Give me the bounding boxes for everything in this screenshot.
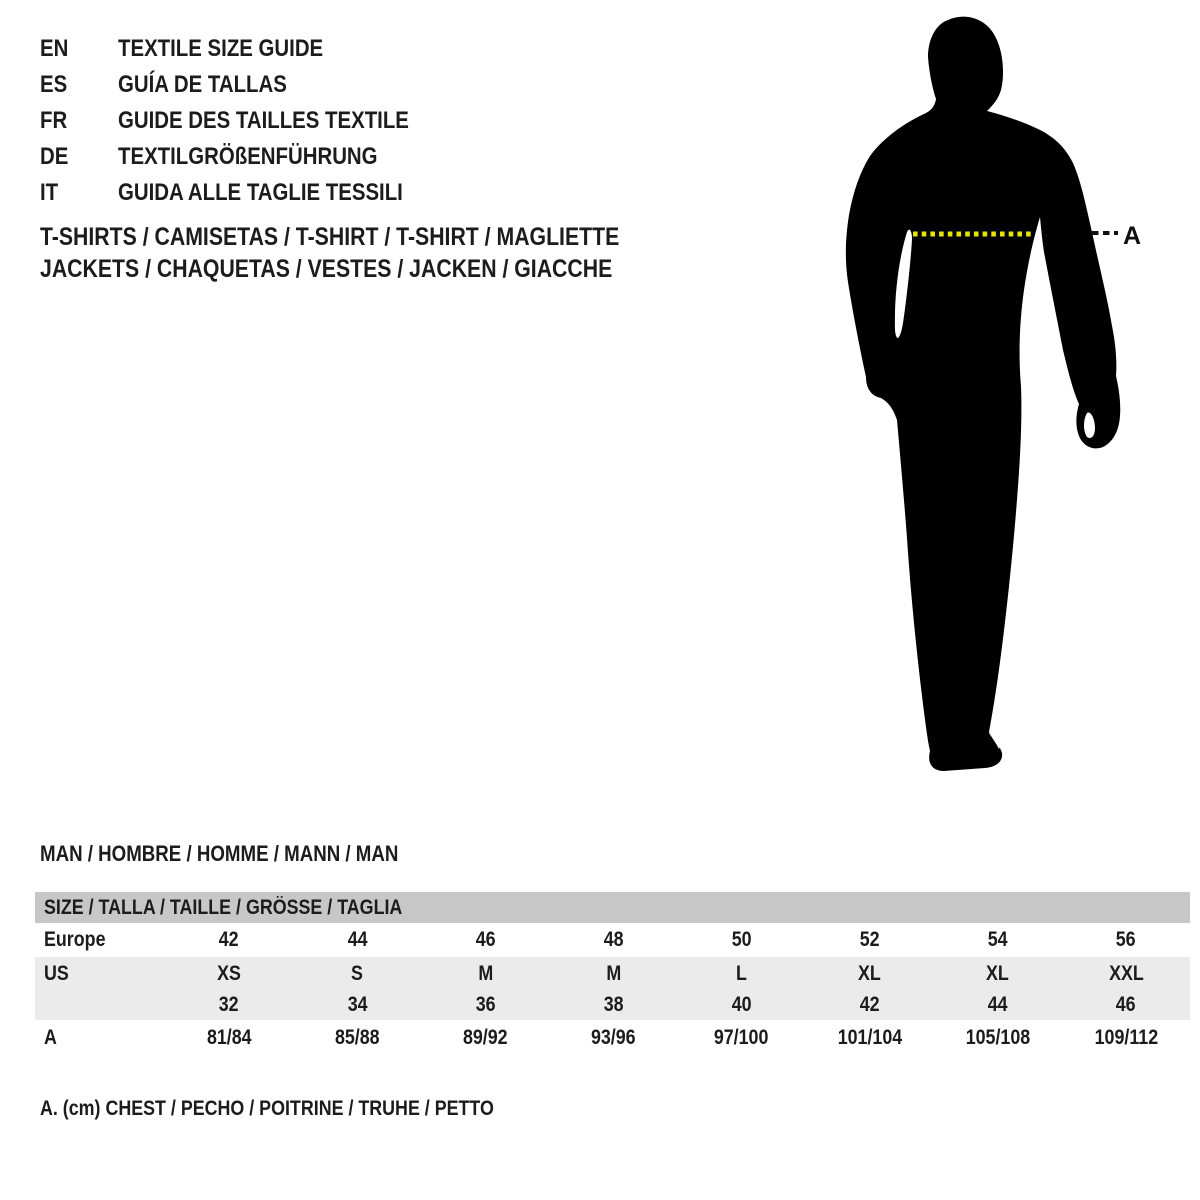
table-cell: 109/112 [1094, 1025, 1158, 1049]
table-cell: 97/100 [714, 1025, 769, 1049]
section-title-man: MAN / HOMBRE / HOMME / MANN / MAN [40, 841, 399, 866]
table-cell: M [477, 961, 493, 985]
table-cell: XS [217, 961, 241, 985]
table-row-us-numeric [35, 990, 1190, 1020]
language-row [40, 139, 460, 175]
table-cell: M [606, 961, 621, 985]
table-cell: 46 [1116, 993, 1136, 1016]
table-cell: 93/96 [591, 1025, 636, 1049]
table-cell: 40 [731, 993, 752, 1016]
row-label: A [44, 1025, 57, 1049]
measurement-legend: A. (cm) CHEST / PECHO / POITRINE / TRUHE / PETTO [40, 1097, 494, 1120]
table-cell: S [351, 961, 364, 985]
table-row-us [35, 957, 1190, 990]
language-row [40, 175, 460, 211]
table-cell: XL [858, 961, 882, 985]
table-cell: 50 [731, 928, 752, 951]
language-code: ES [40, 71, 68, 98]
table-cell: 52 [859, 928, 880, 951]
language-row [40, 31, 460, 67]
language-code: DE [40, 143, 69, 170]
table-cell: XL [986, 961, 1010, 985]
table-cell: 48 [603, 928, 624, 951]
row-label: US [44, 961, 69, 985]
guide-title: GUIDE DES TAILLES TEXTILE [118, 107, 409, 134]
table-cell: XXL [1108, 961, 1144, 985]
language-title-list [40, 31, 460, 211]
man-silhouette [846, 17, 1120, 771]
table-cell: 81/84 [206, 1025, 252, 1049]
measurement-a-label: A [1123, 222, 1142, 250]
man-silhouette-figure [840, 0, 1160, 790]
product-categories [40, 221, 721, 285]
table-row-europe [35, 923, 1190, 957]
table-cell: 101/104 [837, 1025, 902, 1049]
table-cell: 44 [347, 928, 368, 951]
category-tshirts: T-SHIRTS / CAMISETAS / T-SHIRT / T-SHIRT / MAGLIETTE [40, 222, 620, 251]
guide-title: TEXTILGRÖßENFÜHRUNG [118, 143, 378, 170]
table-cell: 42 [859, 993, 880, 1016]
table-cell: 44 [987, 993, 1008, 1016]
language-row [40, 103, 460, 139]
table-cell: 42 [219, 928, 239, 951]
language-row [40, 67, 460, 103]
table-row-chest [35, 1020, 1190, 1055]
table-cell: 34 [347, 993, 368, 1016]
size-table [35, 892, 1190, 1055]
table-cell: 105/108 [965, 1025, 1031, 1049]
row-label: Europe [44, 928, 106, 951]
table-cell: 56 [1116, 928, 1136, 951]
table-cell: 36 [475, 993, 496, 1016]
table-cell: 85/88 [334, 1025, 380, 1049]
row-label [35, 990, 165, 1020]
language-code: EN [40, 35, 69, 62]
language-code: IT [40, 179, 59, 206]
table-cell: 89/92 [462, 1025, 508, 1049]
guide-title: GUIDA ALLE TAGLIE TESSILI [118, 179, 403, 206]
table-cell: 32 [219, 993, 239, 1016]
language-code: FR [40, 107, 68, 134]
guide-title: GUÍA DE TALLAS [118, 71, 287, 98]
table-cell: 38 [603, 993, 624, 1016]
table-cell: 46 [475, 928, 496, 951]
guide-title: TEXTILE SIZE GUIDE [118, 35, 324, 62]
table-cell: 54 [987, 928, 1008, 951]
size-table-header: SIZE / TALLA / TAILLE / GRÖSSE / TAGLIA [35, 892, 1190, 923]
category-jackets: JACKETS / CHAQUETAS / VESTES / JACKEN / GIACCHE [40, 254, 613, 283]
table-cell: L [736, 961, 748, 985]
